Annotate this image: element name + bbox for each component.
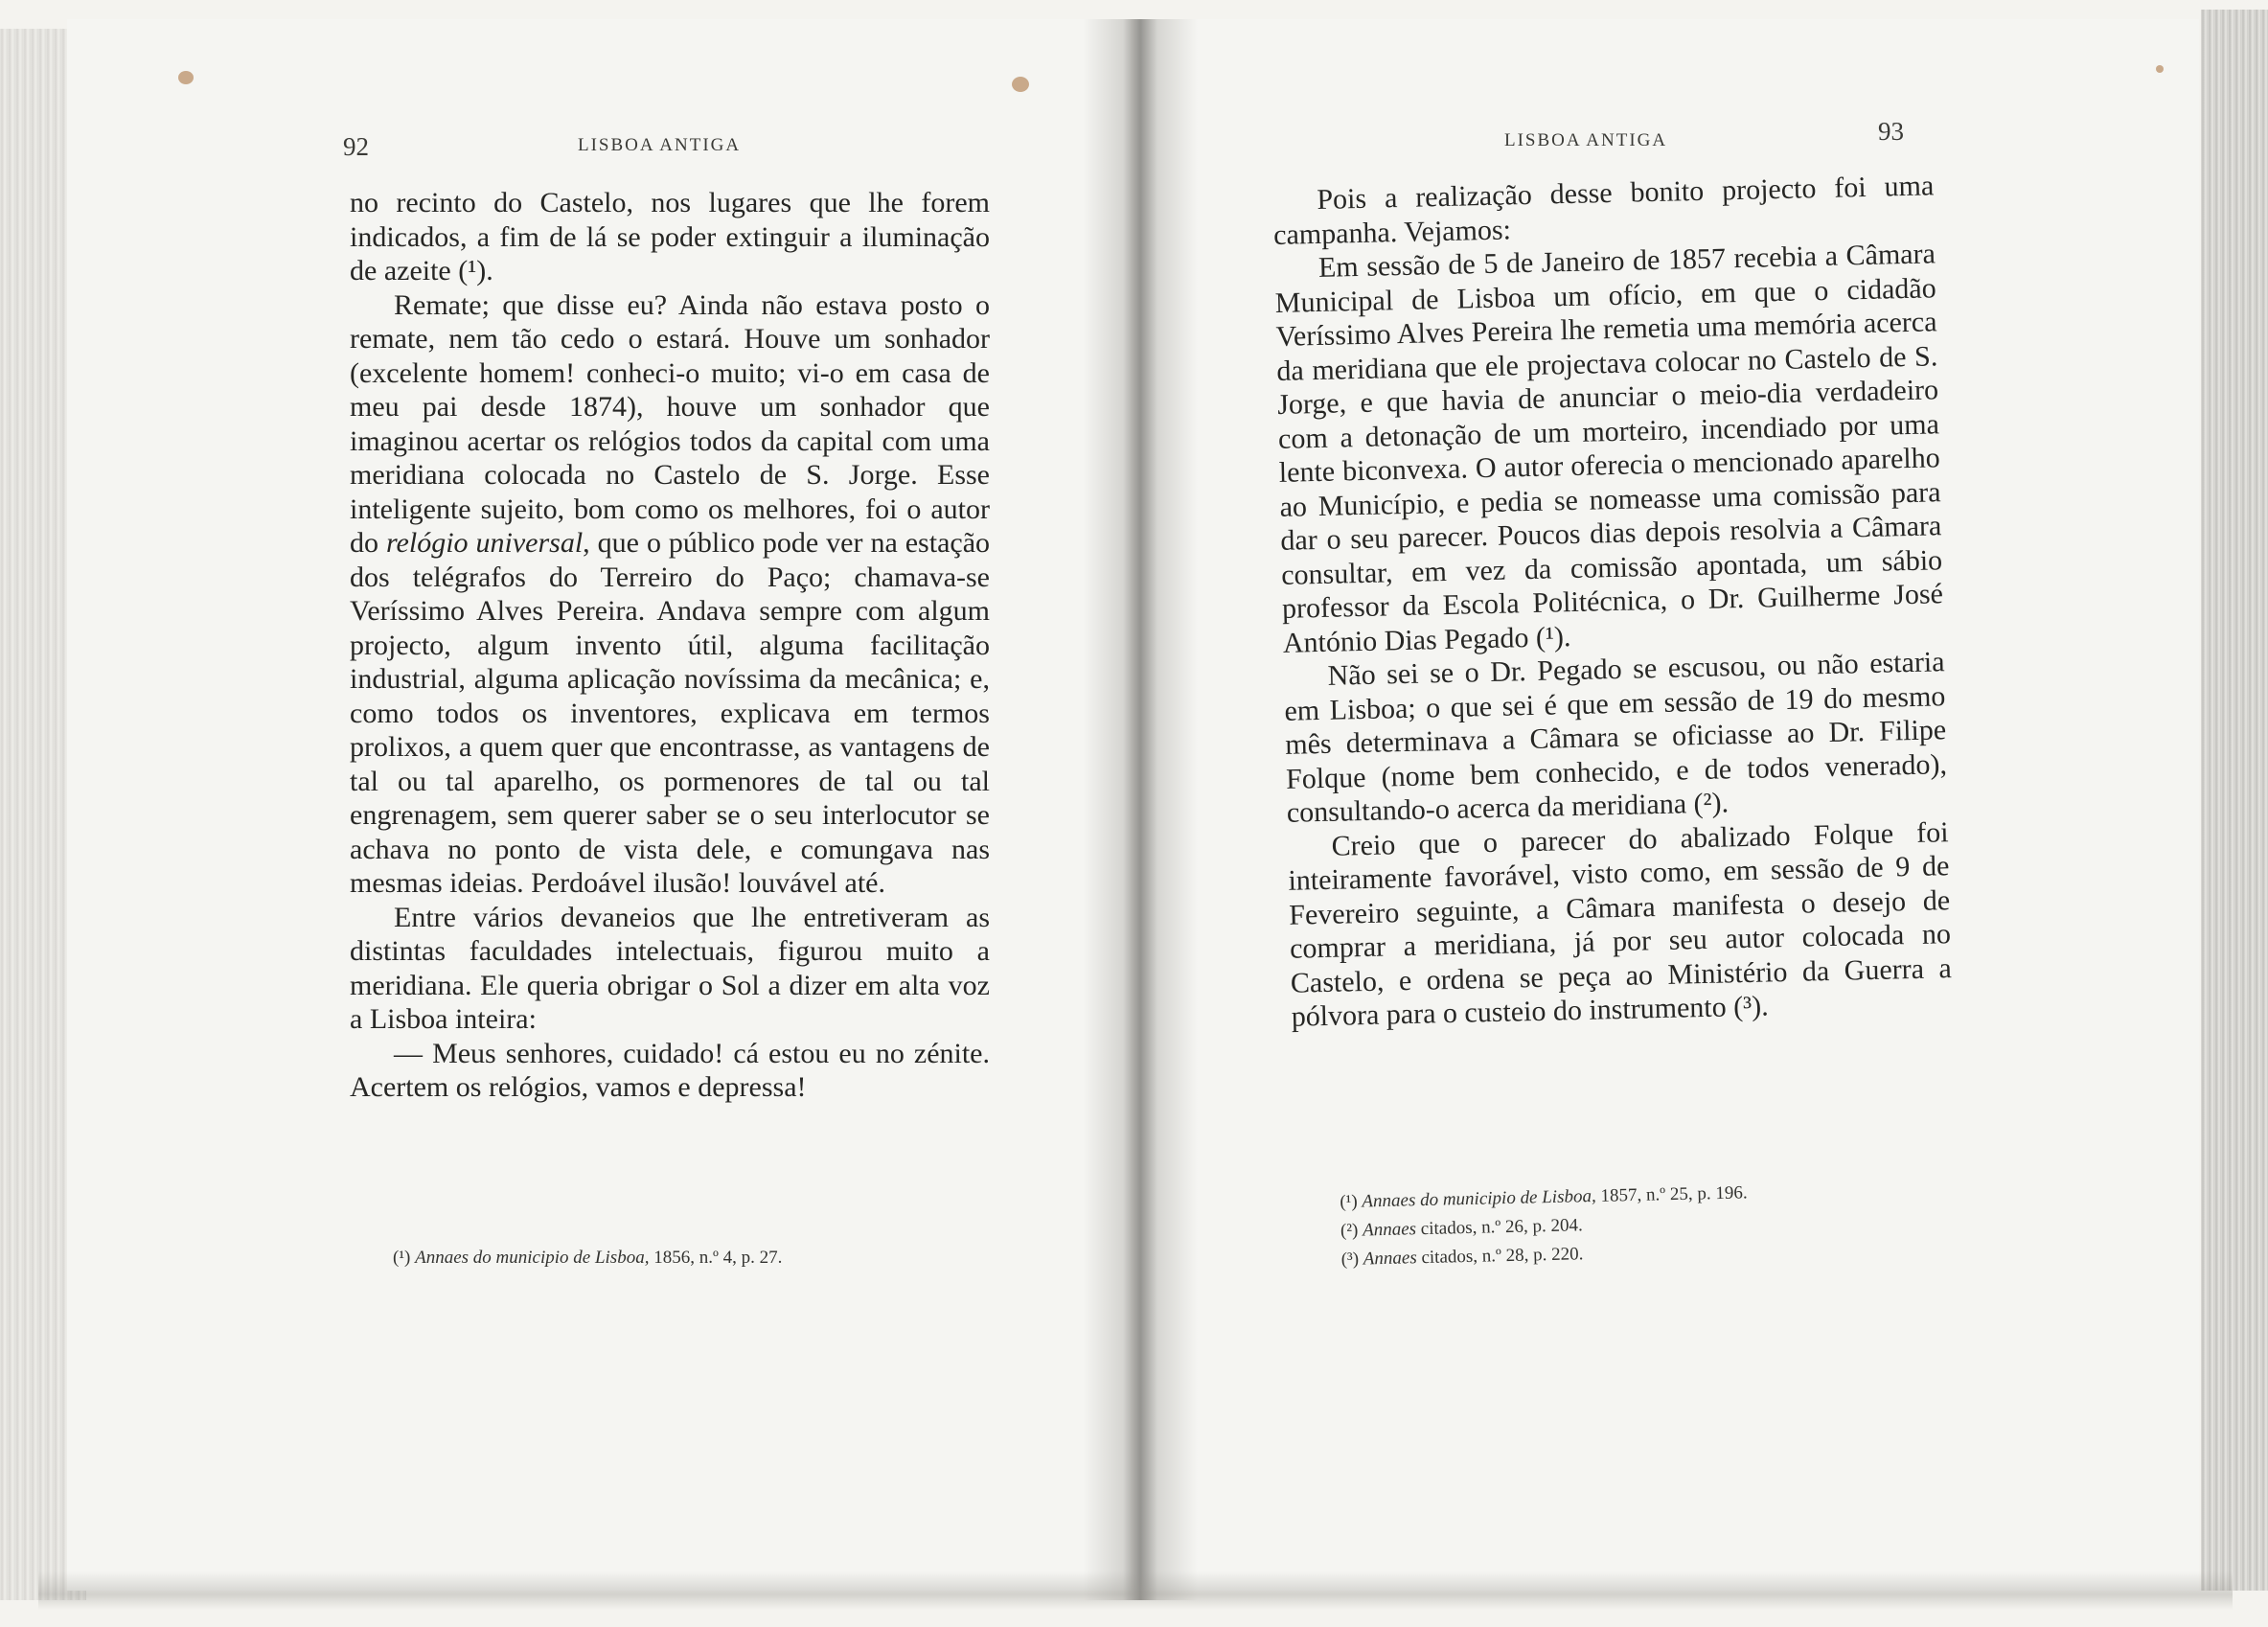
footnote xyxy=(393,1244,987,1272)
right-running-head: LISBOA ANTIGA xyxy=(1504,130,1668,150)
right-page-edges xyxy=(2201,10,2268,1591)
stain-mark xyxy=(2156,65,2164,73)
right-page-number: 93 xyxy=(1878,117,1904,146)
paragraph: Creio que o parecer do abalizado Folque foi inteiramente favorável, visto como, em sessão de 9 de Fevereiro seguinte, a Câmara manifesta o desejo de comprar a meridiana, já por seu autor colocada no Castelo, e ordena se peça ao Ministério da Guerra a pólvora para o custeio do instrumento (³). xyxy=(1288,815,1953,1033)
footnote-source: Annaes xyxy=(1362,1219,1417,1241)
left-running-head: LISBOA ANTIGA xyxy=(578,135,742,155)
footnote-ref: 1856, n.º 4, p. 27. xyxy=(649,1248,783,1268)
footnote-mark: (³) xyxy=(1340,1249,1360,1270)
paragraph: no recinto do Castelo, nos lugares que lhe forem indicados, a fim de lá se poder extinguir a iluminação de azeite (¹). xyxy=(350,187,990,286)
footnote-source: Annaes do municipio de Lisboa, xyxy=(415,1248,650,1268)
footnote-mark: (²) xyxy=(1340,1220,1359,1241)
paragraph: Pois a realização desse bonito projecto foi uma campanha. Vejamos: xyxy=(1272,170,1935,251)
footnote-ref: 1857, n.º 25, p. 196. xyxy=(1595,1182,1748,1206)
footnote-mark: (¹) xyxy=(1340,1191,1358,1212)
footnote-source: Annaes do municipio de Lisboa, xyxy=(1362,1185,1596,1212)
right-footnotes xyxy=(1340,1174,1955,1273)
paragraph: Não sei se o Dr. Pegado se escusou, ou não estaria em Lisboa; o que sei é que em sessão de 19 do mesmo mês determinava a Câmara se oficiasse ao Dr. Filipe Folque (nome bem conhecido, e de todos venerado), consultando-o acerca da meridiana (²). xyxy=(1284,646,1948,829)
paragraph: Remate; que disse eu? Ainda não estava posto o remate, nem tão cedo o estará. Houve um sonhador (excelente homem! conheci-o muito; vi-o em casa de meu pai desde 1874), houve um sonhador que imaginou acertar os relógios todos da capital com uma meridiana colocada no Castelo de S. Jorge. Esse inteligente sujeito, bom como os melhores, foi o autor do relógio universal, que o público pode ver na estação dos telégrafos do Terreiro do Paço; chamava-se Veríssimo Alves Pereira. Andava sempre com algum projecto, algum invento útil, alguma facilitação industrial, alguma aplicação novíssima da mecânica; e, como todos os inventores, explicava em termos prolixos, a quem quer que encontrasse, as vantagens de tal ou tal aparelho, os pormenores de tal ou tal engrenagem, sem querer saber se o seu interlocutor se achava no ponto de vista dele, e comungava nas mesmas ideias. Perdoável ilusão! louvável até. xyxy=(350,288,991,899)
stain-mark xyxy=(1012,77,1029,92)
left-body-text xyxy=(350,186,990,1105)
book-gutter xyxy=(1083,19,1198,1600)
paragraph: — Meus senhores, cuidado! cá estou eu no zénite. Acertem os relógios, vamos e depressa! xyxy=(350,1037,990,1103)
footnote-source: Annaes xyxy=(1363,1248,1417,1270)
footnote-ref: citados, n.º 28, p. 220. xyxy=(1416,1244,1584,1269)
stain-mark xyxy=(178,71,194,84)
italic-title: relógio universal xyxy=(385,527,584,559)
footnote-mark: (¹) xyxy=(393,1248,411,1268)
paragraph: Entre vários devaneios que lhe entretiveram as distintas faculdades intelectuais, figurou muito a meridiana. Ele queria obrigar o Sol a dizer em alta voz a Lisboa inteira: xyxy=(350,901,990,1035)
right-body-text xyxy=(1272,169,1953,1034)
paragraph: Em sessão de 5 de Janeiro de 1857 recebia a Câmara Municipal de Lisboa um ofício, em que o cidadão Veríssimo Alves Pereira lhe remetia uma memória acerca da meridiana que ele projectava colocar no Castelo de S. Jorge, e que havia de anunciar o meio-dia verdadeiro com a detonação de um morteiro, incendiado por uma lente biconvexa. O autor oferecia o mencionado aparelho ao Município, e pedia se nomeasse uma comissão para dar o seu parecer. Poucos dias depois resolvia a Câmara consultar, em vez da comissão apontada, um sábio professor da Escola Politécnica, o Dr. Guilherme José António Dias Pegado (¹). xyxy=(1274,238,1944,659)
left-footnotes xyxy=(393,1244,987,1272)
left-page-number: 92 xyxy=(343,132,369,161)
footnote-ref: citados, n.º 26, p. 204. xyxy=(1415,1215,1583,1240)
bottom-edge xyxy=(38,1571,2233,1610)
